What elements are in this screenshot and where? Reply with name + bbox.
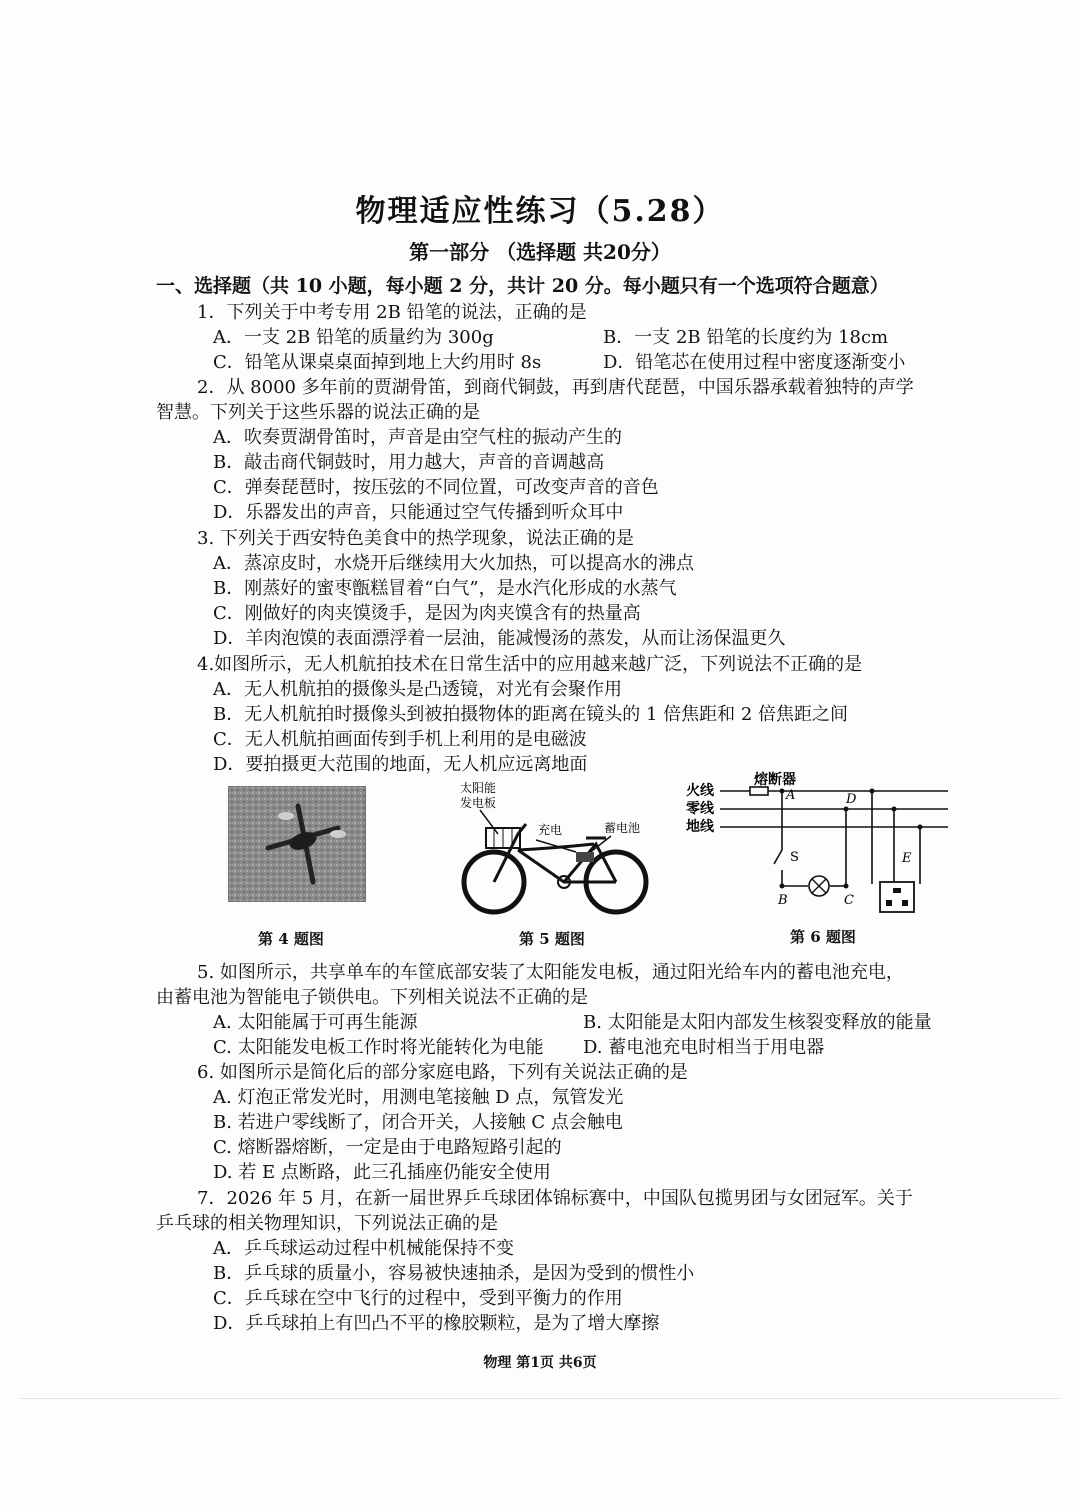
question-2-option-d: D．乐器发出的声音，只能通过空气传播到听众耳中: [213, 502, 624, 523]
page-footer: 物理 第1页 共6页: [483, 1355, 597, 1371]
point-e-label: E: [902, 851, 912, 866]
question-3-stem: 3. 下列关于西安特色美食中的热学现象，说法正确的是: [197, 528, 634, 549]
bicycle-diagram: [446, 778, 664, 918]
page-title: 物理适应性练习（5.28）: [355, 194, 725, 229]
question-1-stem: 1．下列关于中考专用 2B 铅笔的说法，正确的是: [197, 302, 587, 323]
question-4-option-a: A．无人机航拍的摄像头是凸透镜，对光有会聚作用: [213, 679, 622, 700]
question-7-option-d: D．乒乓球拍上有凹凸不平的橡胶颗粒，是为了增大摩擦: [213, 1313, 660, 1334]
solar-panel-label: 太阳能发电板: [460, 781, 497, 810]
question-1-option-c: C．铅笔从课桌桌面掉到地上大约用时 8s: [213, 352, 542, 373]
point-d-label: D: [846, 792, 857, 807]
battery-label: 蓄电池: [604, 821, 641, 835]
question-5-option-a: A. 太阳能属于可再生能源: [213, 1012, 418, 1033]
point-c-label: C: [844, 893, 854, 908]
question-2-option-b: B．敲击商代铜鼓时，用力越大，声音的音调越高: [213, 452, 605, 473]
question-6-stem: 6. 如图所示是简化后的部分家庭电路，下列有关说法正确的是: [197, 1062, 688, 1083]
question-5-option-d: D. 蓄电池充电时相当于用电器: [583, 1037, 825, 1058]
question-6-option-c: C. 熔断器熔断，一定是由于电路短路引起的: [213, 1137, 562, 1158]
figure-5-caption: 第 5 题图: [519, 930, 585, 948]
question-7-option-c: C．乒乓球在空中飞行的过程中，受到平衡力的作用: [213, 1288, 623, 1309]
ground-wire-label: 地线: [686, 819, 714, 835]
question-6-option-d: D. 若 E 点断路，此三孔插座仍能安全使用: [213, 1162, 551, 1183]
switch-s-label: S: [790, 850, 799, 865]
question-2-stem-1: 2．从 8000 多年前的贾湖骨笛，到商代铜鼓，再到唐代琵琶，中国乐器承载着独特的声学: [197, 377, 914, 398]
point-b-label: B: [778, 893, 788, 908]
figure-4-caption: 第 4 题图: [258, 930, 324, 948]
charge-label: 充电: [538, 823, 563, 837]
question-4-stem: 4.如图所示，无人机航拍技术在日常生活中的应用越来越广泛，下列说法不正确的是: [197, 654, 863, 675]
question-7-option-a: A．乒乓球运动过程中机械能保持不变: [213, 1238, 514, 1259]
question-6-option-a: A. 灯泡正常发光时，用测电笔接触 D 点，氖管发光: [213, 1087, 624, 1108]
battery-box: [576, 852, 594, 862]
part-heading: 第一部分 （选择题 共20分）: [409, 240, 671, 264]
question-7-stem-2: 乒乓球的相关物理知识，下列说法正确的是: [156, 1213, 498, 1234]
three-hole-socket: [880, 882, 914, 912]
question-1-option-d: D．铅笔芯在使用过程中密度逐渐变小: [603, 352, 906, 373]
question-3-option-c: C．刚做好的肉夹馍烫手，是因为肉夹馍含有的热量高: [213, 603, 641, 624]
circuit-diagram: [686, 770, 952, 922]
question-5-stem-1: 5. 如图所示，共享单车的车筐底部安装了太阳能发电板，通过阳光给车内的蓄电池充电，: [197, 962, 904, 983]
question-4-option-d: D．要拍摄更大范围的地面，无人机应远离地面: [213, 754, 588, 775]
question-1-option-b: B．一支 2B 铅笔的长度约为 18cm: [603, 327, 889, 348]
question-1-option-a: A．一支 2B 铅笔的质量约为 300g: [213, 327, 494, 348]
question-5-option-b: B. 太阳能是太阳内部发生核裂变释放的能量: [583, 1012, 932, 1033]
question-7-stem-1: 7．2026 年 5 月，在新一届世界乒乓球团体锦标赛中，中国队包揽男团与女团冠军。关于: [197, 1188, 913, 1209]
drone-image: [228, 786, 366, 902]
point-a-label: A: [786, 788, 796, 803]
figure-6-circuit: [686, 770, 952, 922]
live-wire-label: 火线: [686, 783, 714, 799]
question-2-option-c: C．弹奏琵琶时，按压弦的不同位置，可改变声音的音色: [213, 477, 659, 498]
question-5-option-c: C. 太阳能发电板工作时将光能转化为电能: [213, 1037, 544, 1058]
section-heading: 一、选择题（共 10 小题，每小题 2 分，共计 20 分。每小题只有一个选项符合题意）: [156, 275, 889, 297]
figure-6-caption: 第 6 题图: [790, 928, 856, 946]
figure-4-drone-photo: [228, 786, 366, 902]
question-2-option-a: A．吹奏贾湖骨笛时，声音是由空气柱的振动产生的: [213, 427, 622, 448]
question-6-option-b: B. 若进户零线断了，闭合开关，人接触 C 点会触电: [213, 1112, 623, 1133]
question-5-stem-2: 由蓄电池为智能电子锁供电。下列相关说法不正确的是: [156, 987, 588, 1008]
question-3-option-b: B．刚蒸好的蜜枣甑糕冒着“白气”，是水汽化形成的水蒸气: [213, 578, 677, 599]
question-2-stem-2: 智慧。下列关于这些乐器的说法正确的是: [156, 402, 480, 423]
question-4-option-b: B．无人机航拍时摄像头到被拍摄物体的距离在镜头的 1 倍焦距和 2 倍焦距之间: [213, 704, 849, 725]
neutral-wire-label: 零线: [686, 801, 714, 817]
bottom-divider: [20, 1398, 1060, 1399]
question-7-option-b: B．乒乓球的质量小，容易被快速抽杀，是因为受到的惯性小: [213, 1263, 695, 1284]
question-3-option-a: A．蒸凉皮时，水烧开后继续用大火加热，可以提高水的沸点: [213, 553, 694, 574]
fuse-label: 熔断器: [754, 772, 796, 788]
question-4-option-c: C．无人机航拍画面传到手机上利用的是电磁波: [213, 729, 587, 750]
figure-5-bicycle: [446, 778, 664, 918]
lamp-symbol: [809, 876, 829, 896]
question-3-option-d: D．羊肉泡馍的表面漂浮着一层油，能减慢汤的蒸发，从而让汤保温更久: [213, 628, 786, 649]
